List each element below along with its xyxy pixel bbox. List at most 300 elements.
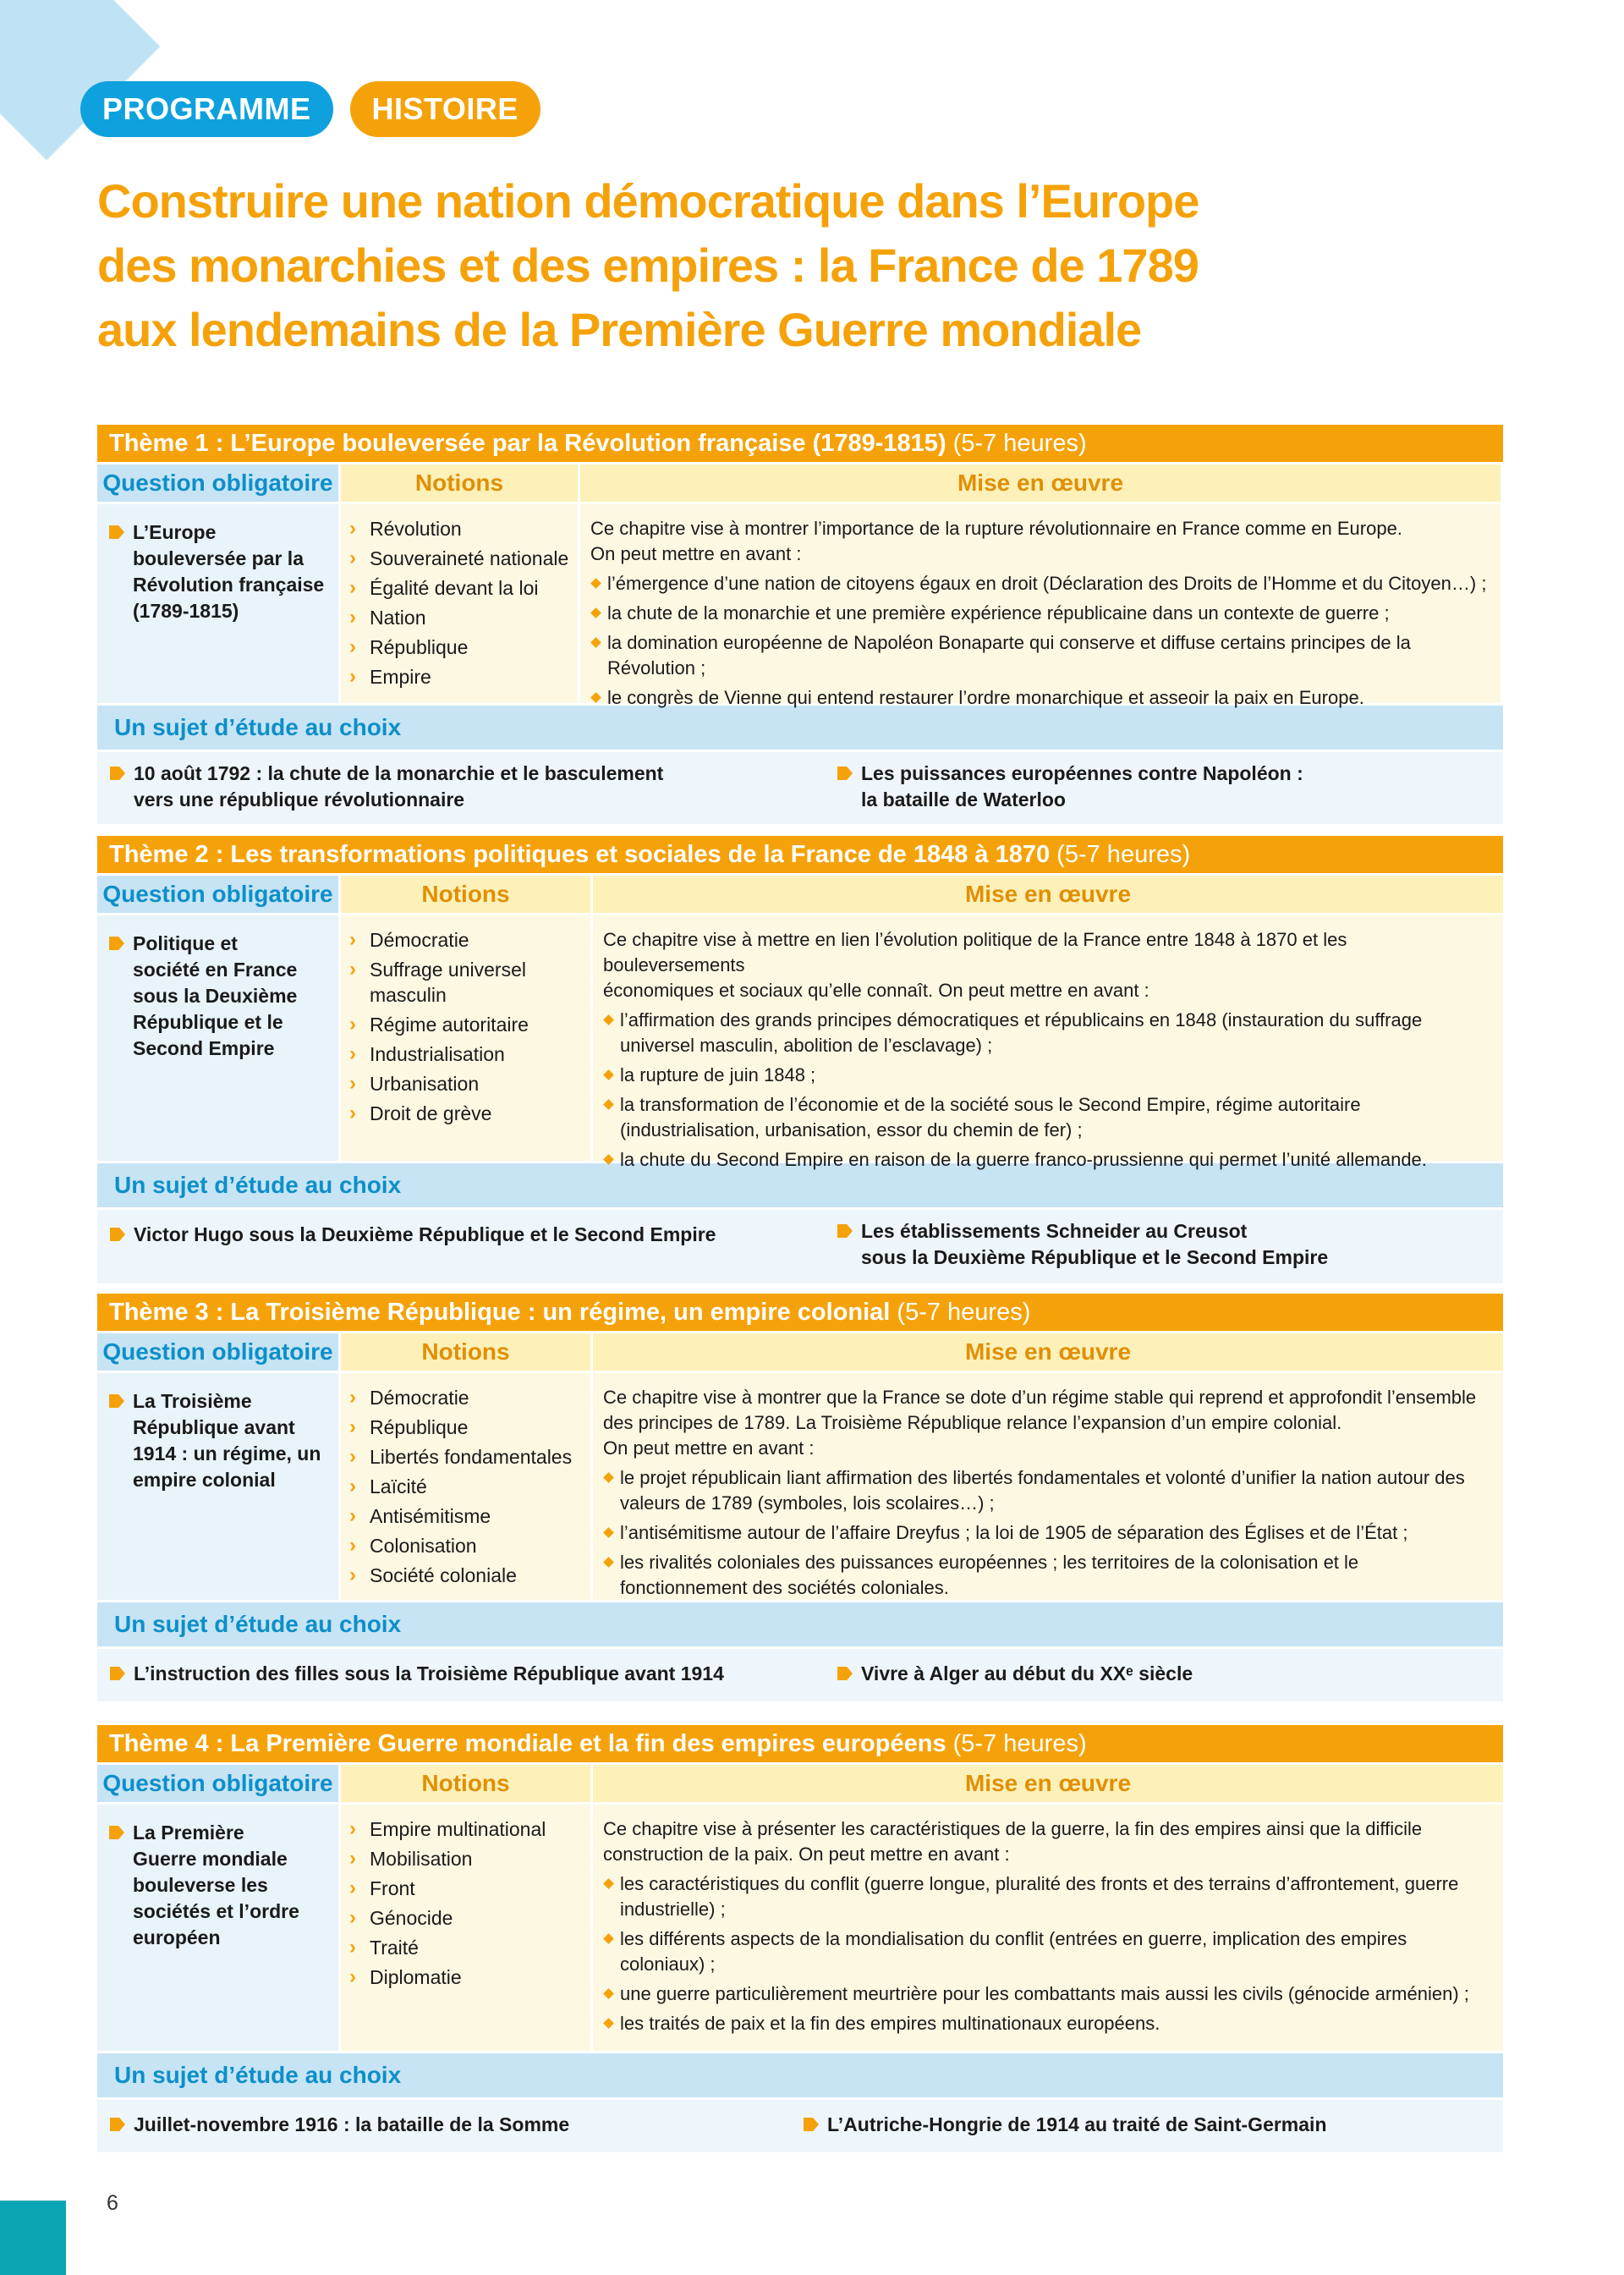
mise-item xyxy=(603,1063,1490,1088)
mise-item-line: coloniaux) ; xyxy=(620,1954,716,1975)
notion-item xyxy=(349,1876,584,1901)
mise-en-oeuvre-cell xyxy=(593,1805,1503,2051)
mise-item-line: industrielle) ; xyxy=(620,1899,726,1920)
study-option-text xyxy=(827,2112,1327,2138)
mise-item-text xyxy=(620,1550,1358,1601)
question-line: (1789-1815) xyxy=(133,600,239,622)
question-cell xyxy=(97,504,338,703)
question-line: 1914 : un régime, un xyxy=(133,1442,321,1464)
mise-intro xyxy=(603,927,1490,1003)
mise-item xyxy=(603,1008,1490,1058)
study-option-line: Les établissements Schneider au Creusot xyxy=(861,1220,1248,1242)
notion-item xyxy=(349,1816,584,1842)
notion-text xyxy=(370,1533,477,1558)
mise-item-line: la transformation de l’économie et de la société sous le Second Empire, régime autoritaire xyxy=(620,1094,1361,1115)
header-notions: Notions xyxy=(341,1333,590,1371)
mise-item xyxy=(590,571,1487,596)
study-option-line: L’Autriche-Hongrie de 1914 au traité de Saint-Germain xyxy=(827,2113,1327,2135)
question-obligatoire xyxy=(109,1388,330,1493)
notion-line: Révolution xyxy=(370,518,462,540)
notion-text xyxy=(370,1101,491,1126)
question-line: bouleversée par la xyxy=(133,547,304,569)
header-notions: Notions xyxy=(341,876,590,913)
mise-item xyxy=(590,685,1487,711)
theme-header xyxy=(97,425,1503,462)
notion-item xyxy=(349,546,571,571)
theme-block xyxy=(97,836,1503,1283)
mise-item-text xyxy=(620,1063,815,1088)
question-text xyxy=(133,1820,299,1951)
study-choices xyxy=(97,2100,1503,2152)
header-notions: Notions xyxy=(341,464,578,502)
mise-item-text xyxy=(607,601,1390,626)
notion-line: Génocide xyxy=(370,1907,453,1929)
study-option-line: Victor Hugo sous la Deuxième République et le Second Empire xyxy=(134,1223,716,1245)
mise-item-line: la domination européenne de Napoléon Bonaparte qui conserve et diffuse certains principes de la Révolution ; xyxy=(607,632,1411,679)
notion-text xyxy=(370,957,526,1008)
question-line: République et le xyxy=(133,1011,283,1033)
diamond-bullet-icon xyxy=(590,637,601,648)
chevron-right-icon: › xyxy=(349,1906,356,1929)
question-cell xyxy=(97,915,338,1161)
mise-en-oeuvre-cell xyxy=(580,504,1501,708)
notion-line: Libertés fondamentales xyxy=(370,1446,573,1468)
study-option xyxy=(837,1218,1328,1271)
question-text xyxy=(133,519,324,624)
pentagon-bullet-icon xyxy=(110,767,125,780)
chevron-right-icon: › xyxy=(349,1965,356,1988)
notion-text xyxy=(370,1563,517,1588)
question-obligatoire xyxy=(109,519,330,624)
question-obligatoire xyxy=(109,931,330,1062)
mise-item xyxy=(603,1926,1490,1977)
mise-item xyxy=(603,1520,1490,1546)
theme-content xyxy=(97,1805,1503,2051)
theme-content xyxy=(97,1373,1503,1600)
diamond-bullet-icon xyxy=(603,1069,614,1080)
diamond-bullet-icon xyxy=(603,1472,614,1483)
question-line: Révolution française xyxy=(133,574,325,596)
notion-line: République xyxy=(370,636,469,658)
mise-item xyxy=(590,601,1487,626)
mise-item xyxy=(603,1871,1490,1922)
notion-item xyxy=(349,1415,584,1440)
notion-line: Nation xyxy=(370,607,426,629)
mise-intro xyxy=(603,1385,1490,1461)
chevron-right-icon: › xyxy=(349,517,356,540)
title-line: Construire une nation démocratique dans l’Europe xyxy=(97,174,1199,228)
mise-item-text xyxy=(620,1008,1422,1058)
notion-text xyxy=(370,1876,415,1901)
notion-line: Laïcité xyxy=(370,1475,427,1497)
mise-item xyxy=(603,1550,1490,1601)
notion-line: Urbanisation xyxy=(370,1073,480,1095)
mise-item-line: une guerre particulièrement meurtrière pour les combattants mais aussi les civils (génocide arménien) ; xyxy=(620,1983,1469,2004)
pentagon-bullet-icon xyxy=(109,937,124,950)
study-option xyxy=(837,761,1303,813)
diamond-bullet-icon xyxy=(603,1557,614,1568)
chevron-right-icon: › xyxy=(349,958,356,981)
chevron-right-icon: › xyxy=(349,1386,356,1409)
notion-item xyxy=(349,605,571,630)
mise-item-line: fonctionnement des sociétés coloniales. xyxy=(620,1577,949,1598)
study-option-line: Vivre à Alger au début du XXᵉ siècle xyxy=(861,1662,1193,1684)
notion-line: Colonisation xyxy=(370,1535,477,1557)
mise-item-line: (industrialisation, urbanisation, essor du chemin de fer) ; xyxy=(620,1119,1083,1140)
notion-item xyxy=(349,516,571,541)
pentagon-bullet-icon xyxy=(109,1826,124,1839)
study-option xyxy=(110,1661,724,1687)
mise-intro-line: Ce chapitre vise à présenter les caractéristiques de la guerre, la fin des empires ainsi que la difficile xyxy=(603,1818,1423,1839)
notion-line: Empire multinational xyxy=(370,1818,546,1840)
notion-item xyxy=(349,1385,584,1410)
question-text xyxy=(133,1388,321,1493)
notion-line: Égalité devant la loi xyxy=(370,577,539,599)
mise-intro-line: On peut mettre en avant : xyxy=(603,1437,815,1459)
header-mise: Mise en œuvre xyxy=(593,1765,1503,1802)
header-mise: Mise en œuvre xyxy=(593,876,1503,913)
notion-line: masculin xyxy=(370,984,447,1006)
header-mise: Mise en œuvre xyxy=(580,464,1501,502)
notion-text xyxy=(370,1965,462,1990)
study-option-text xyxy=(134,761,663,813)
pentagon-bullet-icon xyxy=(837,1224,853,1238)
mise-item xyxy=(603,1092,1490,1143)
notion-item xyxy=(349,927,584,953)
pentagon-bullet-icon xyxy=(110,2118,125,2131)
mise-item-line: la chute de la monarchie et une première expérience républicaine dans un contexte de guerre ; xyxy=(607,602,1390,624)
diamond-bullet-icon xyxy=(603,1527,614,1538)
study-option xyxy=(110,2112,569,2138)
theme-hours: (5-7 heures) xyxy=(946,430,1087,457)
notion-line: Démocratie xyxy=(370,929,469,951)
chevron-right-icon: › xyxy=(349,665,356,688)
question-line: La Première xyxy=(133,1822,244,1844)
study-option-line: Les puissances européennes contre Napoléon : xyxy=(861,762,1303,784)
chevron-right-icon: › xyxy=(349,1504,356,1527)
notion-item xyxy=(349,1846,584,1871)
question-line: Second Empire xyxy=(133,1037,275,1059)
question-line: bouleverse les xyxy=(133,1874,268,1896)
study-header: Un sujet d’étude au choix xyxy=(97,1163,1503,1207)
diamond-bullet-icon xyxy=(603,2018,614,2029)
notion-item xyxy=(349,1012,584,1037)
notion-text xyxy=(370,605,425,630)
notion-line: Industrialisation xyxy=(370,1043,505,1065)
chevron-right-icon: › xyxy=(349,1877,356,1899)
study-option-line: 10 août 1792 : la chute de la monarchie et le basculement xyxy=(134,762,664,784)
column-headers xyxy=(97,1765,1503,1802)
mise-item-text xyxy=(620,1871,1458,1922)
notion-text xyxy=(370,635,468,660)
header-question: Question obligatoire xyxy=(97,876,338,913)
diamond-bullet-icon xyxy=(590,578,601,589)
mise-item-line: la chute du Second Empire en raison de la guerre franco-prussienne qui permet l’unité allemande. xyxy=(620,1149,1427,1170)
notion-item xyxy=(349,1533,584,1558)
question-line: La Troisième xyxy=(133,1390,252,1412)
chevron-right-icon: › xyxy=(349,1534,356,1557)
theme-hours: (5-7 heures) xyxy=(890,1299,1031,1326)
mise-item-line: valeurs de 1789 (symboles, lois scolaires…) ; xyxy=(620,1492,995,1514)
pentagon-bullet-icon xyxy=(837,1667,853,1680)
pentagon-bullet-icon xyxy=(109,1394,124,1408)
notion-text xyxy=(370,575,538,601)
mise-item-text xyxy=(620,1465,1465,1516)
chevron-right-icon: › xyxy=(349,1042,356,1065)
study-option-line: la bataille de Waterloo xyxy=(861,789,1066,811)
pentagon-bullet-icon xyxy=(110,1228,125,1241)
diamond-bullet-icon xyxy=(603,1878,614,1889)
mise-intro-line: On peut mettre en avant : xyxy=(590,543,802,564)
mise-item-line: la rupture de juin 1848 ; xyxy=(620,1064,816,1085)
column-headers xyxy=(97,876,1503,913)
notion-line: Société coloniale xyxy=(370,1564,517,1586)
mise-item-line: les traités de paix et la fin des empires multinationaux européens. xyxy=(620,2013,1160,2034)
theme-header xyxy=(97,1294,1503,1331)
tag-group xyxy=(80,81,540,137)
page-number: 6 xyxy=(107,2191,118,2215)
tag-histoire: HISTOIRE xyxy=(350,81,540,137)
chevron-right-icon: › xyxy=(349,1072,356,1095)
pentagon-bullet-icon xyxy=(837,767,853,780)
mise-intro-line: Ce chapitre vise à montrer que la France se dote d’un régime stable qui reprend et approfondit l’ensemble xyxy=(603,1387,1477,1408)
notion-line: Régime autoritaire xyxy=(370,1014,529,1036)
question-line: Guerre mondiale xyxy=(133,1848,288,1870)
header-notions: Notions xyxy=(341,1765,590,1802)
notion-line: Traité xyxy=(370,1937,419,1959)
notion-text xyxy=(370,1816,546,1842)
notion-line: Suffrage universel xyxy=(370,959,526,981)
notion-item xyxy=(349,1935,584,1960)
corner-bottom-decoration xyxy=(0,2201,66,2275)
mise-item-text xyxy=(607,630,1487,681)
notion-line: Droit de grève xyxy=(370,1102,492,1124)
question-text xyxy=(133,931,297,1062)
mise-item-text xyxy=(620,2011,1160,2036)
chevron-right-icon: › xyxy=(349,1415,356,1438)
theme-block xyxy=(97,425,1503,824)
chevron-right-icon: › xyxy=(349,635,356,658)
column-headers xyxy=(97,1333,1503,1371)
notion-item xyxy=(349,635,571,660)
mise-item-text xyxy=(620,1147,1427,1173)
notion-item xyxy=(349,1101,584,1126)
question-line: Politique et xyxy=(133,932,238,954)
theme-title: Thème 1 : L’Europe bouleversée par la Révolution française (1789-1815) xyxy=(109,430,946,457)
notions-cell xyxy=(341,915,590,1161)
notion-text xyxy=(370,1385,469,1410)
pentagon-bullet-icon xyxy=(110,1667,125,1680)
mise-intro-line: économiques et sociaux qu’elle connaît. On peut mettre en avant : xyxy=(603,980,1149,1001)
notion-item xyxy=(349,1503,584,1529)
notion-item xyxy=(349,1444,584,1470)
notion-line: Diplomatie xyxy=(370,1966,462,1988)
chevron-right-icon: › xyxy=(349,606,356,629)
notion-item xyxy=(349,1905,584,1931)
notion-item xyxy=(349,575,571,601)
diamond-bullet-icon xyxy=(603,1099,614,1110)
notion-text xyxy=(370,1415,468,1440)
chevron-right-icon: › xyxy=(349,1936,356,1959)
study-option-text xyxy=(861,1661,1193,1687)
theme-block xyxy=(97,1294,1503,1701)
study-choices xyxy=(97,1210,1503,1283)
mise-item-text xyxy=(620,1926,1407,1977)
question-line: sous la Deuxième xyxy=(133,985,298,1007)
mise-item-line: l’émergence d’une nation de citoyens égaux en droit (Déclaration des Droits de l’Homme et du Citoyen…) ; xyxy=(607,573,1487,594)
mise-item xyxy=(603,1465,1490,1516)
notion-text xyxy=(370,1071,479,1096)
study-option-line: vers une république révolutionnaire xyxy=(134,789,465,811)
mise-intro-line: Ce chapitre vise à montrer l’importance de la rupture révolutionnaire en France comme en Europe. xyxy=(590,518,1402,539)
chevron-right-icon: › xyxy=(349,1847,356,1870)
notion-line: Souveraineté nationale xyxy=(370,547,569,569)
mise-item-text xyxy=(620,1092,1361,1143)
mise-item-line: les différents aspects de la mondialisation du conflit (entrées en guerre, implication des empires xyxy=(620,1928,1407,1949)
notion-item xyxy=(349,1965,584,1990)
study-option-text xyxy=(134,1661,724,1687)
diamond-bullet-icon xyxy=(603,1014,614,1025)
mise-en-oeuvre-cell xyxy=(593,915,1503,1170)
mise-item-text xyxy=(607,685,1364,711)
study-header: Un sujet d’étude au choix xyxy=(97,2053,1503,2097)
title-line: des monarchies et des empires : la France de 1789 xyxy=(97,239,1199,292)
notions-cell xyxy=(341,1805,590,2051)
study-option xyxy=(110,1222,716,1248)
header-question: Question obligatoire xyxy=(97,1333,338,1371)
theme-content xyxy=(97,915,1503,1170)
chevron-right-icon: › xyxy=(349,1817,356,1840)
pentagon-bullet-icon xyxy=(804,2118,819,2131)
notion-line: Mobilisation xyxy=(370,1848,473,1870)
notion-text xyxy=(370,516,462,541)
mise-item-line: l’affirmation des grands principes démocratiques et républicains en 1848 (instauration du suffrage xyxy=(620,1009,1423,1030)
header-question: Question obligatoire xyxy=(97,1765,338,1802)
notion-line: Front xyxy=(370,1877,415,1899)
study-header: Un sujet d’étude au choix xyxy=(97,706,1503,750)
mise-item-line: l’antisémitisme autour de l’affaire Dreyfus ; la loi de 1905 de séparation des Églises et de l’État ; xyxy=(620,1522,1408,1543)
mise-item xyxy=(603,1981,1490,2007)
mise-item-line: les caractéristiques du conflit (guerre longue, pluralité des fronts et des terrains d’affrontement, guerre xyxy=(620,1873,1459,1894)
mise-intro-line: Ce chapitre vise à mettre en lien l’évolution politique de la France entre 1848 à 1870 et les bouleversements xyxy=(603,929,1347,975)
notion-line: Démocratie xyxy=(370,1387,469,1409)
chevron-right-icon: › xyxy=(349,1475,356,1497)
notion-item xyxy=(349,664,571,690)
chevron-right-icon: › xyxy=(349,547,356,569)
notion-line: Empire xyxy=(370,666,431,688)
study-option xyxy=(110,761,663,813)
notion-line: République xyxy=(370,1416,469,1438)
study-choices xyxy=(97,1649,1503,1701)
theme-header xyxy=(97,1725,1503,1762)
study-option-line: sous la Deuxième République et le Second Empire xyxy=(861,1246,1329,1268)
study-option-text xyxy=(134,1222,716,1248)
study-option-text xyxy=(134,2112,569,2138)
title-line: aux lendemains de la Première Guerre mondiale xyxy=(97,303,1142,356)
notion-text xyxy=(370,1935,419,1960)
notion-line: Antisémitisme xyxy=(370,1505,491,1527)
mise-item-line: le congrès de Vienne qui entend restaurer l’ordre monarchique et asseoir la paix en Europe. xyxy=(607,687,1364,708)
notion-text xyxy=(370,546,568,571)
mise-item-text xyxy=(620,1981,1469,2007)
notion-item xyxy=(349,1563,584,1588)
diamond-bullet-icon xyxy=(603,1988,614,1999)
mise-item xyxy=(603,1147,1490,1173)
mise-intro-line: des principes de 1789. La Troisième République relance l’expansion d’un empire colonial. xyxy=(603,1412,1342,1433)
notion-item xyxy=(349,1071,584,1096)
notion-text xyxy=(370,1846,472,1871)
theme-title: Thème 2 : Les transformations politiques et sociales de la France de 1848 à 1870 xyxy=(109,841,1051,868)
mise-en-oeuvre-cell xyxy=(593,1373,1503,1600)
notion-text xyxy=(370,1474,427,1499)
theme-block xyxy=(97,1725,1503,2152)
diamond-bullet-icon xyxy=(590,692,601,703)
theme-header xyxy=(97,836,1503,873)
mise-item-text xyxy=(607,571,1486,596)
pentagon-bullet-icon xyxy=(109,525,124,539)
mise-item-line: les rivalités coloniales des puissances européennes ; les territoires de la colonisation et le xyxy=(620,1552,1359,1573)
chevron-right-icon: › xyxy=(349,576,356,599)
study-option-text xyxy=(861,1218,1328,1271)
page-title xyxy=(97,169,1366,362)
question-cell xyxy=(97,1805,338,2051)
mise-item-line: universel masculin, abolition de l’esclavage) ; xyxy=(620,1035,993,1056)
mise-item xyxy=(603,2011,1490,2036)
chevron-right-icon: › xyxy=(349,928,356,951)
question-line: L’Europe xyxy=(133,521,217,543)
diamond-bullet-icon xyxy=(603,1154,614,1165)
question-line: République avant xyxy=(133,1416,295,1438)
mise-item-line: le projet républicain liant affirmation des libertés fondamentales et volonté d’unifier la nation autour des xyxy=(620,1467,1465,1488)
study-option xyxy=(804,2112,1327,2138)
notion-text xyxy=(370,1444,572,1470)
notion-text xyxy=(370,1905,453,1931)
question-line: européen xyxy=(133,1926,221,1948)
header-question: Question obligatoire xyxy=(97,464,338,502)
study-option xyxy=(837,1661,1193,1687)
study-choices xyxy=(97,752,1503,824)
theme-title: Thème 3 : La Troisième République : un régime, un empire colonial xyxy=(109,1299,891,1326)
notion-text xyxy=(370,927,469,953)
chevron-right-icon: › xyxy=(349,1102,356,1124)
notion-text xyxy=(370,1503,491,1529)
study-option-text xyxy=(861,761,1303,813)
notion-item xyxy=(349,1474,584,1499)
study-header: Un sujet d’étude au choix xyxy=(97,1602,1503,1646)
theme-title: Thème 4 : La Première Guerre mondiale et la fin des empires européens xyxy=(109,1730,946,1757)
notion-text xyxy=(370,664,431,690)
question-line: société en France xyxy=(133,959,298,981)
theme-content xyxy=(97,504,1503,708)
mise-intro xyxy=(603,1816,1490,1867)
study-option-line: Juillet-novembre 1916 : la bataille de la Somme xyxy=(134,2113,570,2135)
notion-item xyxy=(349,957,584,1008)
notions-cell xyxy=(341,504,578,703)
mise-intro xyxy=(590,516,1487,567)
study-option-line: L’instruction des filles sous la Troisième République avant 1914 xyxy=(134,1662,724,1684)
mise-intro-line: construction de la paix. On peut mettre en avant : xyxy=(603,1844,1010,1865)
chevron-right-icon: › xyxy=(349,1013,356,1036)
theme-hours: (5-7 heures) xyxy=(946,1730,1087,1757)
mise-item-text xyxy=(620,1520,1407,1546)
question-line: empire colonial xyxy=(133,1469,276,1491)
mise-item xyxy=(590,630,1487,681)
notion-text xyxy=(370,1012,529,1037)
notion-item xyxy=(349,1041,584,1067)
chevron-right-icon: › xyxy=(349,1563,356,1586)
theme-hours: (5-7 heures) xyxy=(1050,841,1191,868)
header-mise: Mise en œuvre xyxy=(593,1333,1503,1371)
